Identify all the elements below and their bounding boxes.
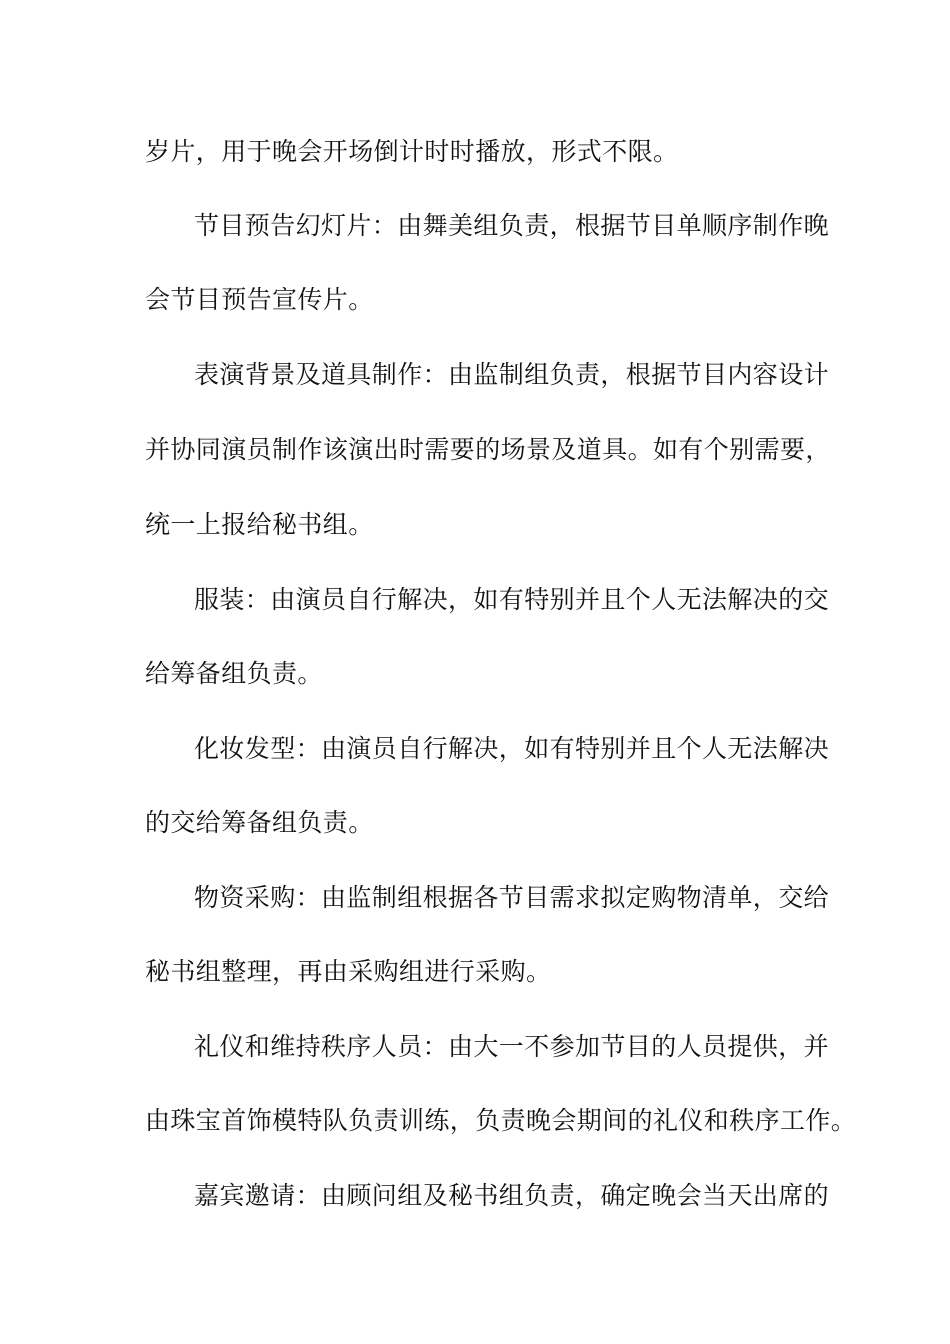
text-line-11: 物资采购：由监制组根据各节目需求拟定购物清单，交给 <box>194 883 830 912</box>
text-line-14: 由珠宝首饰模特队负责训练，负责晚会期间的礼仪和秩序工作。 <box>145 1106 857 1135</box>
text-line-13: 礼仪和维持秩序人员：由大一不参加节目的人员提供，并 <box>194 1032 830 1061</box>
text-line-7: 服装：由演员自行解决，如有特别并且个人无法解决的交 <box>194 585 830 614</box>
text-line-4: 表演背景及道具制作：由监制组负责，根据节目内容设计 <box>194 360 830 389</box>
text-line-10: 的交给筹备组负责。 <box>145 808 374 837</box>
text-line-2: 节目预告幻灯片：由舞美组负责，根据节目单顺序制作晚 <box>194 211 830 240</box>
text-line-15: 嘉宾邀请：由顾问组及秘书组负责，确定晚会当天出席的 <box>194 1181 830 1210</box>
text-line-6: 统一上报给秘书组。 <box>145 510 374 539</box>
text-line-9: 化妆发型：由演员自行解决，如有特别并且个人无法解决 <box>194 734 830 763</box>
text-line-1: 岁片，用于晚会开场倒计时时播放，形式不限。 <box>145 137 679 166</box>
text-line-8: 给筹备组负责。 <box>145 659 323 688</box>
text-line-5: 并协同演员制作该演出时需要的场景及道具。如有个别需要， <box>145 435 831 464</box>
text-line-3: 会节目预告宣传片。 <box>145 285 374 314</box>
text-line-12: 秘书组整理，再由采购组进行采购。 <box>145 957 552 986</box>
